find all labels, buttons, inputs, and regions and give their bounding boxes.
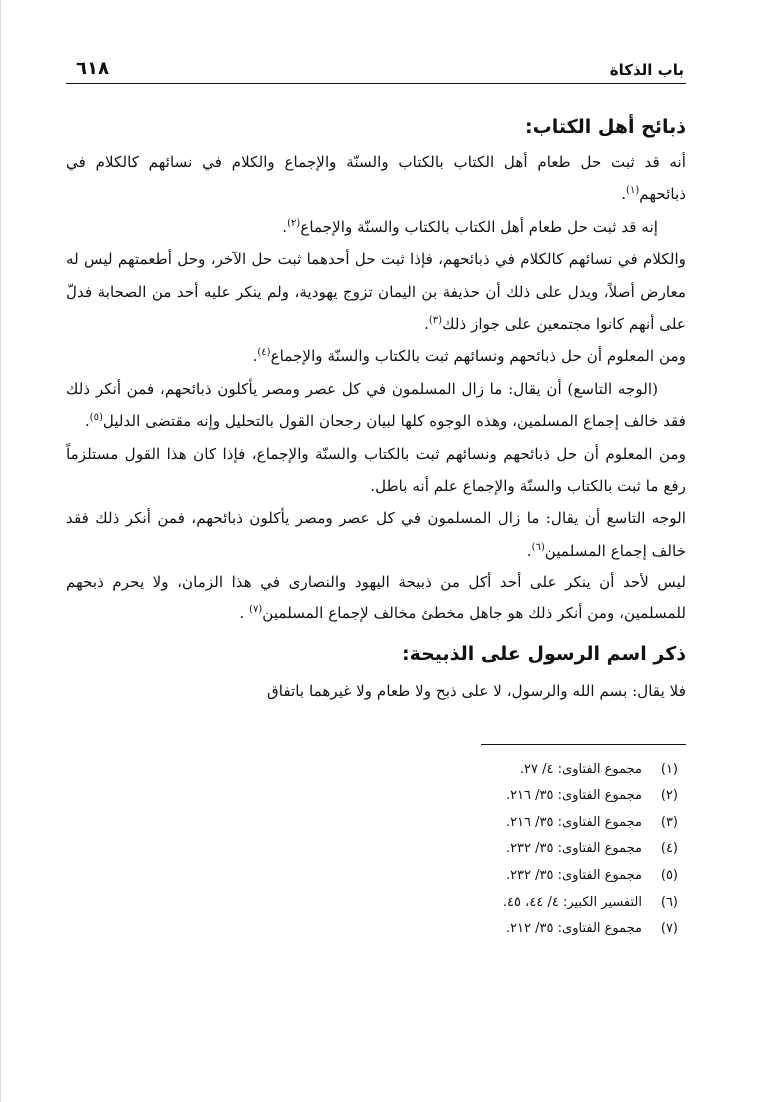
- section-body-people-of-book: [66, 146, 686, 629]
- footnote-text: مجموع الفتاوى: ٣٥/ ٢١٢.: [505, 921, 642, 937]
- section-heading-people-of-book: ذبائح أهل الكتاب:: [525, 116, 686, 138]
- paragraph-end: .: [239, 604, 250, 623]
- book-page: [66, 48, 686, 1048]
- footnote-item: [66, 916, 678, 943]
- paragraph: [66, 340, 686, 372]
- paragraph: [66, 567, 686, 629]
- footnote-number: (٧): [660, 921, 678, 937]
- footnote-ref: (٥): [89, 412, 103, 424]
- footnote-separator: [481, 744, 686, 745]
- paragraph-end: .: [526, 541, 532, 560]
- paragraph: [66, 243, 686, 340]
- footnote-item: [66, 890, 678, 917]
- footnote-item: [66, 810, 678, 837]
- paragraph-text: ليس لأحد أن ينكر على أحد أكل من ذبيحة اليهود والنصارى في هذا الزمان، ولا يحرم ذبحهم للمسلمين، ومن أنكر ذلك هو جاهل مخطئ مخالف لإجماع المسلمين: [66, 573, 686, 623]
- paragraph-text: ومن المعلوم أن حل ذبائحهم ونسائهم ثبت بالكتاب والسنّة والإجماع: [270, 347, 686, 366]
- paragraph: [66, 438, 686, 503]
- footnote-ref: (٢): [287, 217, 301, 229]
- paragraph-end: .: [84, 412, 90, 431]
- footnote-text: مجموع الفتاوى: ٣٥/ ٢١٦.: [505, 788, 642, 804]
- footnote-text: مجموع الفتاوى: ٤/ ٢٧.: [519, 761, 642, 777]
- paragraph-text: أنه قد ثبت حل طعام أهل الكتاب بالكتاب والسنّة والإجماع والكلام في نسائهم كالكلام في ذبائحهم: [66, 153, 686, 204]
- paragraph-text: الوجه التاسع أن يقال: ما زال المسلمون في كل عصر ومصر يأكلون ذبائحهم، فمن أنكر ذلك فقد خالف إجماع المسلمين: [66, 509, 686, 560]
- footnote-ref: (٤): [257, 347, 271, 359]
- paragraph-text: ومن المعلوم أن حل ذبائحهم ونسائهم ثبت بالكتاب والسنّة والإجماع، فإذا كان هذا القول مستلزماً رفع ما ثبت بالكتاب والسنّة والإجماع علم أنه باطل.: [66, 444, 686, 496]
- section-body-prophet-name: [66, 675, 686, 707]
- footnote-ref: (٦): [531, 541, 545, 553]
- paragraph-end: .: [424, 315, 429, 334]
- paragraph-end: .: [252, 347, 258, 366]
- footnote-ref: (٣): [428, 314, 443, 326]
- paragraph: [66, 211, 686, 243]
- footnote-number: (٢): [660, 788, 678, 804]
- footnote-text: مجموع الفتاوى: ٣٥/ ٢٣٢.: [505, 868, 642, 884]
- footnote-number: (٦): [660, 894, 678, 910]
- paragraph: [66, 146, 686, 211]
- page-edge: [0, 0, 1, 1102]
- page-number: ٦١٨: [76, 58, 109, 79]
- footnote-item: [66, 863, 678, 890]
- paragraph-end: .: [282, 217, 288, 236]
- footnote-ref: (٧): [249, 604, 263, 616]
- section-heading-prophet-name: ذكر اسم الرسول على الذبيحة:: [401, 643, 686, 666]
- footnote-text: مجموع الفتاوى: ٣٥/ ٢٣٢.: [505, 841, 642, 857]
- footnote-text: مجموع الفتاوى: ٣٥/ ٢١٦.: [505, 814, 642, 830]
- paragraph: [66, 675, 686, 707]
- paragraph-text: فلا يقال: بسم الله والرسول، لا على ذبح ولا طعام ولا غيرهما باتفاق: [266, 682, 686, 701]
- running-section-title: باب الذكاة: [609, 61, 684, 79]
- footnote-number: (٣): [660, 814, 678, 830]
- paragraph-end: .: [621, 185, 627, 204]
- paragraph: [66, 502, 686, 567]
- footnotes-list: [66, 757, 686, 943]
- paragraph-text: إنه قد ثبت حل طعام أهل الكتاب بالكتاب والسنّة والإجماع: [300, 217, 658, 236]
- footnote-text: التفسير الكبير: ٤/ ٤٤، ٤٥.: [502, 894, 642, 910]
- footnote-ref: (١): [626, 185, 640, 197]
- footnote-item: [66, 836, 678, 863]
- footnote-number: (٥): [660, 868, 678, 884]
- footnote-item: [66, 783, 678, 810]
- footnote-number: (١): [660, 761, 678, 777]
- footnote-item: [66, 757, 678, 784]
- running-header: [66, 48, 686, 84]
- footnote-number: (٤): [660, 841, 678, 857]
- paragraph: [66, 373, 686, 438]
- paragraph-text: والكلام في نسائهم كالكلام في ذبائحهم، فإذا ثبت حل أحدهما ثبت حل الآخر، وحل أطعمتهم ليس له معارض أصلاً، ويدل على ذلك أن حذيفة بن اليمان تزوج يهودية، ولم ينكر عليه أحد من الصحابة فدلّ على أنهم كانوا مجتمعين على جواز ذلك: [66, 250, 686, 334]
- paragraph-text: (الوجه التاسع) أن يقال: ما زال المسلمون في كل عصر ومصر يأكلون ذبائحهم، فمن أنكر ذلك فقد خالف إجماع المسلمين، وهذه الوجوه كلها لبيان رجحان القول بالتحليل وإنه مقتضى الدليل: [66, 379, 686, 431]
